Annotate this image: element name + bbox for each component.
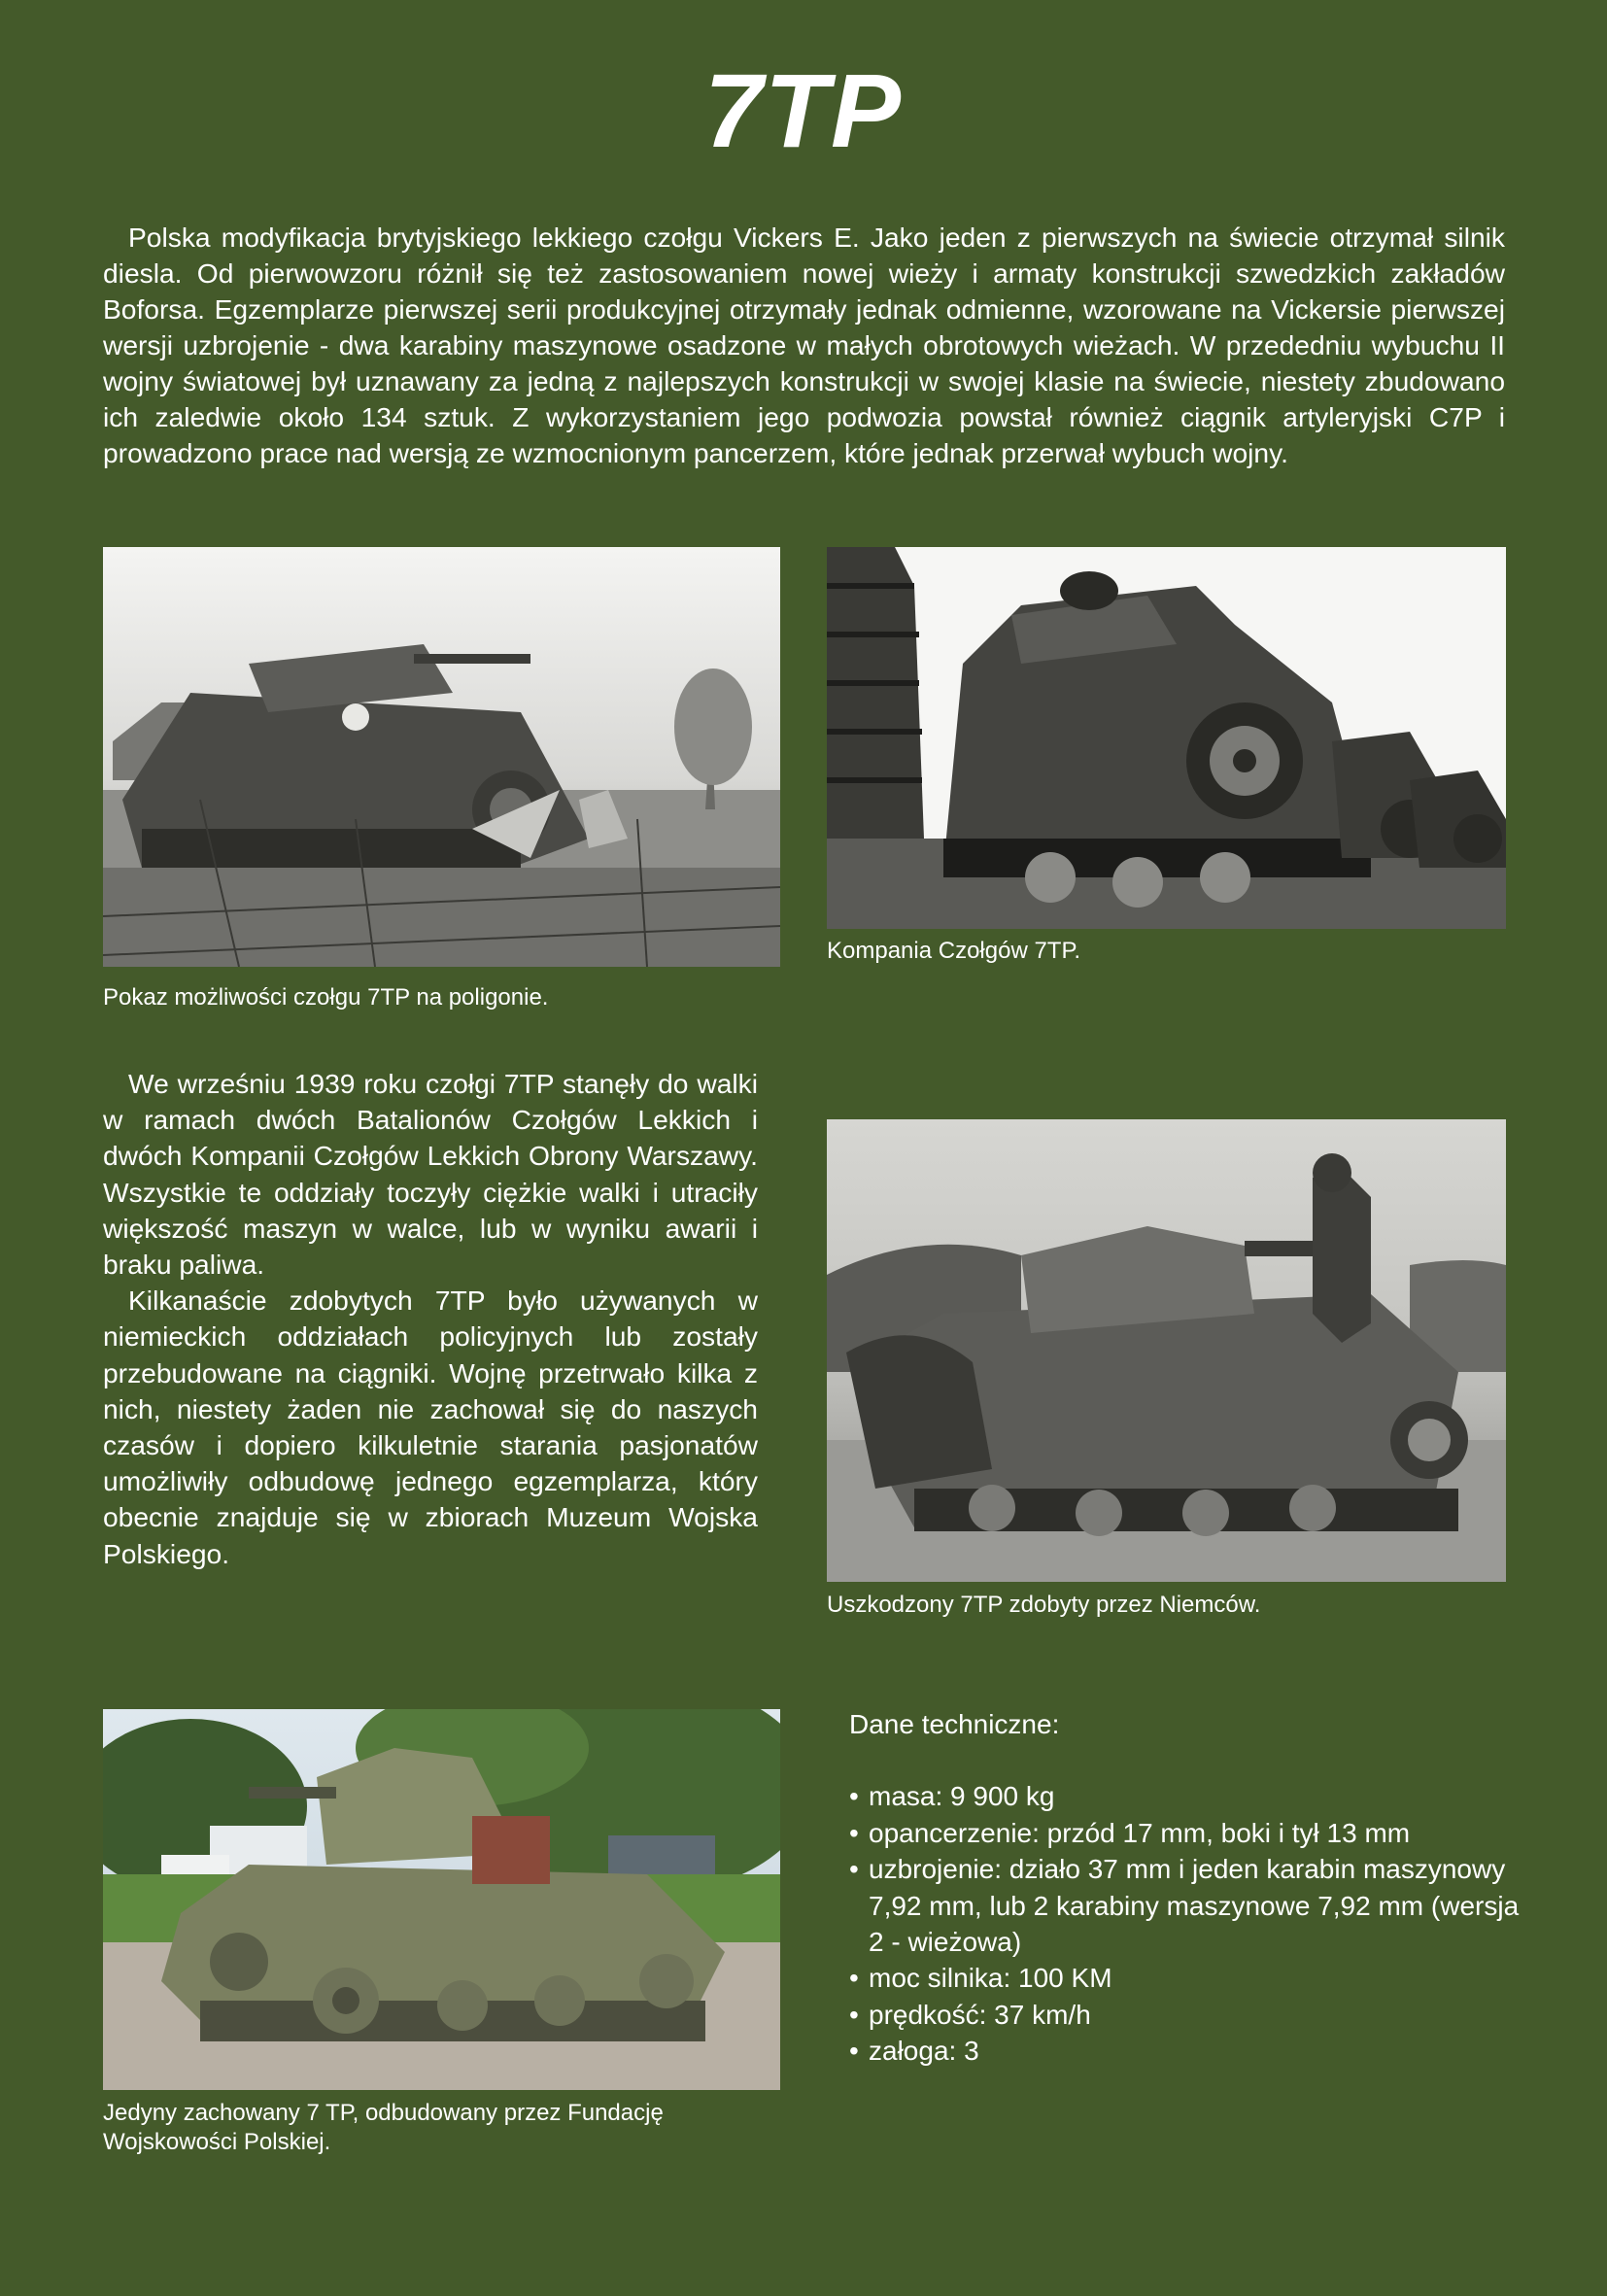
caption-captured: Uszkodzony 7TP zdobyty przez Niemców.: [827, 1592, 1261, 1618]
caption-company: Kompania Czołgów 7TP.: [827, 938, 1081, 964]
spec-armament: • uzbrojenie: działo 37 mm i jeden karabin maszynowy 7,92 mm, lub 2 karabiny maszynowe 7,92 mm (wersja 2 - wieżowa): [849, 1851, 1529, 1960]
photo-captured: [827, 1119, 1506, 1582]
technical-data-list: [849, 1778, 1549, 2069]
caption-polygon: Pokaz możliwości czołgu 7TP na poligonie.: [103, 984, 549, 1011]
history-paragraph-2: Kilkanaście zdobytych 7TP było używanych w niemieckich oddziałach policyjnych lub zostały przebudowane na ciągniki. Wojnę przetrwało kilka z nich, niestety żaden nie zachował się do naszych czasów i dopiero kilkuletnie starania pasjonatów umożliwiły odbudowę jednego egzemplarza, który obecnie znajduje się w zbiorach Muzeum Wojska Polskiego.: [103, 1285, 758, 1569]
intro-paragraph: Polska modyfikacja brytyjskiego lekkiego czołgu Vickers E. Jako jeden z pierwszych na świecie otrzymał silnik diesla. Od pierwowzoru różnił się też zastosowaniem nowej wieży i armaty konstrukcji szwedzkich zakładów Boforsa. Egzemplarze pierwszej serii produkcyjnej otrzymały jednak odmienne, wzorowane na Vickersie pierwszej wersji uzbrojenie - dwa karabiny maszynowe osadzone w małych obrotowych wieżach. W przededniu wybuchu II wojny światowej był uznawany za jedną z najlepszych konstrukcji w swojej klasie na świecie, niestety zbudowano ich zaledwie około 134 sztuk. Z wykorzystaniem jego podwozia powstał również ciągnik artyleryjski C7P i prowadzono prace nad wersją ze wzmocnionym pancerzem, które jednak przerwał wybuch wojny.: [103, 222, 1505, 468]
photo-company: [827, 547, 1506, 929]
technical-data: [849, 1706, 1549, 2070]
spec-crew: • załoga: 3: [849, 2033, 1549, 2069]
photo-restored: [103, 1709, 780, 2090]
history-paragraph-1: We wrześniu 1939 roku czołgi 7TP stanęły do walki w ramach dwóch Batalionów Czołgów Lekkich i dwóch Kompanii Czołgów Lekkich Obrony Warszawy. Wszystkie te oddziały toczyły ciężkie walki i utraciły większość maszyn w walce, lub w wyniku awarii i braku paliwa.: [103, 1068, 758, 1281]
photo-polygon: [103, 547, 780, 967]
technical-data-heading: Dane techniczne:: [849, 1709, 1060, 1739]
history-text: [103, 1066, 758, 1572]
caption-restored: Jedyny zachowany 7 TP, odbudowany przez Fundację Wojskowości Polskiej.: [103, 2100, 664, 2155]
spec-speed: • prędkość: 37 km/h: [849, 1997, 1549, 2033]
spec-armor: • opancerzenie: przód 17 mm, boki i tył 13 mm: [849, 1815, 1452, 1851]
spec-engine-power: • moc silnika: 100 KM: [849, 1960, 1549, 1996]
spec-mass: • masa: 9 900 kg: [849, 1778, 1549, 1814]
page-title: 7TP: [703, 51, 904, 169]
